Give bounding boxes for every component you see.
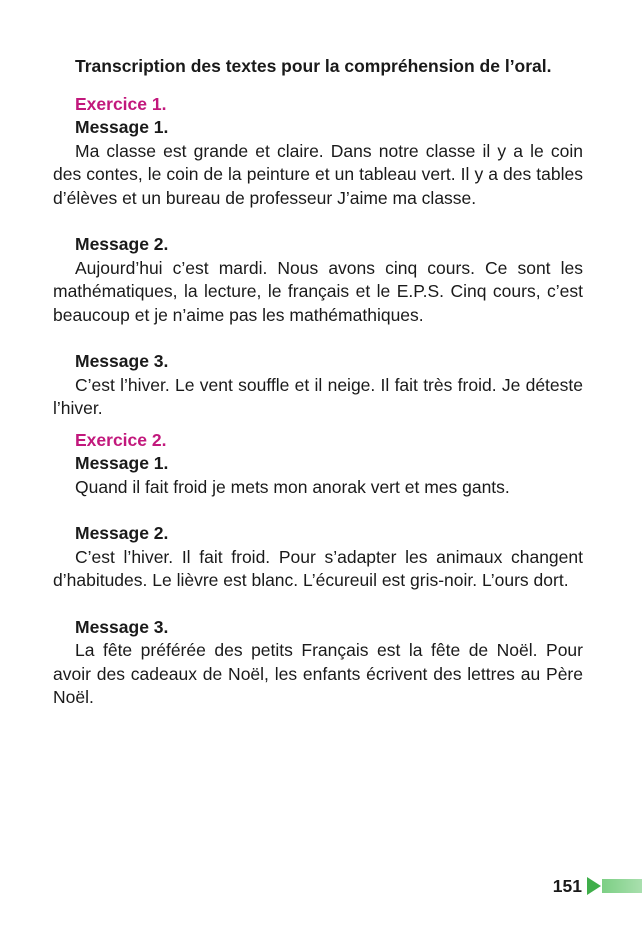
exercise-2-message-1 (53, 452, 583, 499)
message-text: Ma classe est grande et claire. Dans notre classe il y a le coin des contes, le coin de la peinture et un tableau vert. Il y a des tables d’élèves et un bureau de professeur J’aime ma classe. (53, 140, 583, 208)
message-title: Message 1. (75, 117, 169, 137)
exercise-1-message-1 (53, 116, 583, 210)
exercise-title: Exercice 1. (75, 93, 167, 114)
message-text: Quand il fait froid je mets mon anorak vert et mes gants. (75, 476, 510, 497)
exercise-1-message-3 (53, 350, 583, 421)
exercise-2-message-2 (53, 522, 583, 593)
message-text: La fête préférée des petits Français est la fête de Noël. Pour avoir des cadeaux de Noël, les enfants écrivent des lettres au Père Noël. (53, 640, 583, 707)
exercise-2-message-3 (53, 616, 583, 710)
message-title: Message 3. (75, 351, 169, 371)
exercise-title: Exercice 2. (75, 429, 167, 450)
message-title: Message 1. (75, 453, 169, 473)
exercise-1-message-2 (53, 233, 583, 327)
message-text: C’est l’hiver. Il fait froid. Pour s’adapter les animaux changent d’habitudes. Le lièvre est blanc. L’écureuil est gris-noir. L’ours dort. (53, 546, 583, 590)
message-title: Message 2. (75, 234, 169, 254)
exercise-2 (53, 429, 583, 710)
page-footer (0, 873, 642, 899)
page-number: 151 (552, 876, 582, 896)
exercise-1 (53, 93, 583, 421)
message-title: Message 2. (75, 523, 169, 543)
message-text: C’est l’hiver. Le vent souffle et il neige. Il fait très froid. Je déteste l’hiver. (53, 374, 583, 418)
green-band-decoration (602, 879, 642, 893)
page-content (53, 55, 583, 710)
page-title: Transcription des textes pour la compréhension de l’oral. (75, 56, 552, 76)
triangle-arrow-icon (587, 877, 601, 895)
message-title: Message 3. (75, 616, 169, 637)
message-text: Aujourd’hui c’est mardi. Nous avons cinq cours. Ce sont les mathématiques, la lecture, le français et le E.P.S. Cinq cours, c’est beaucoup et je n’aime pas les mathémathiques. (53, 257, 583, 325)
